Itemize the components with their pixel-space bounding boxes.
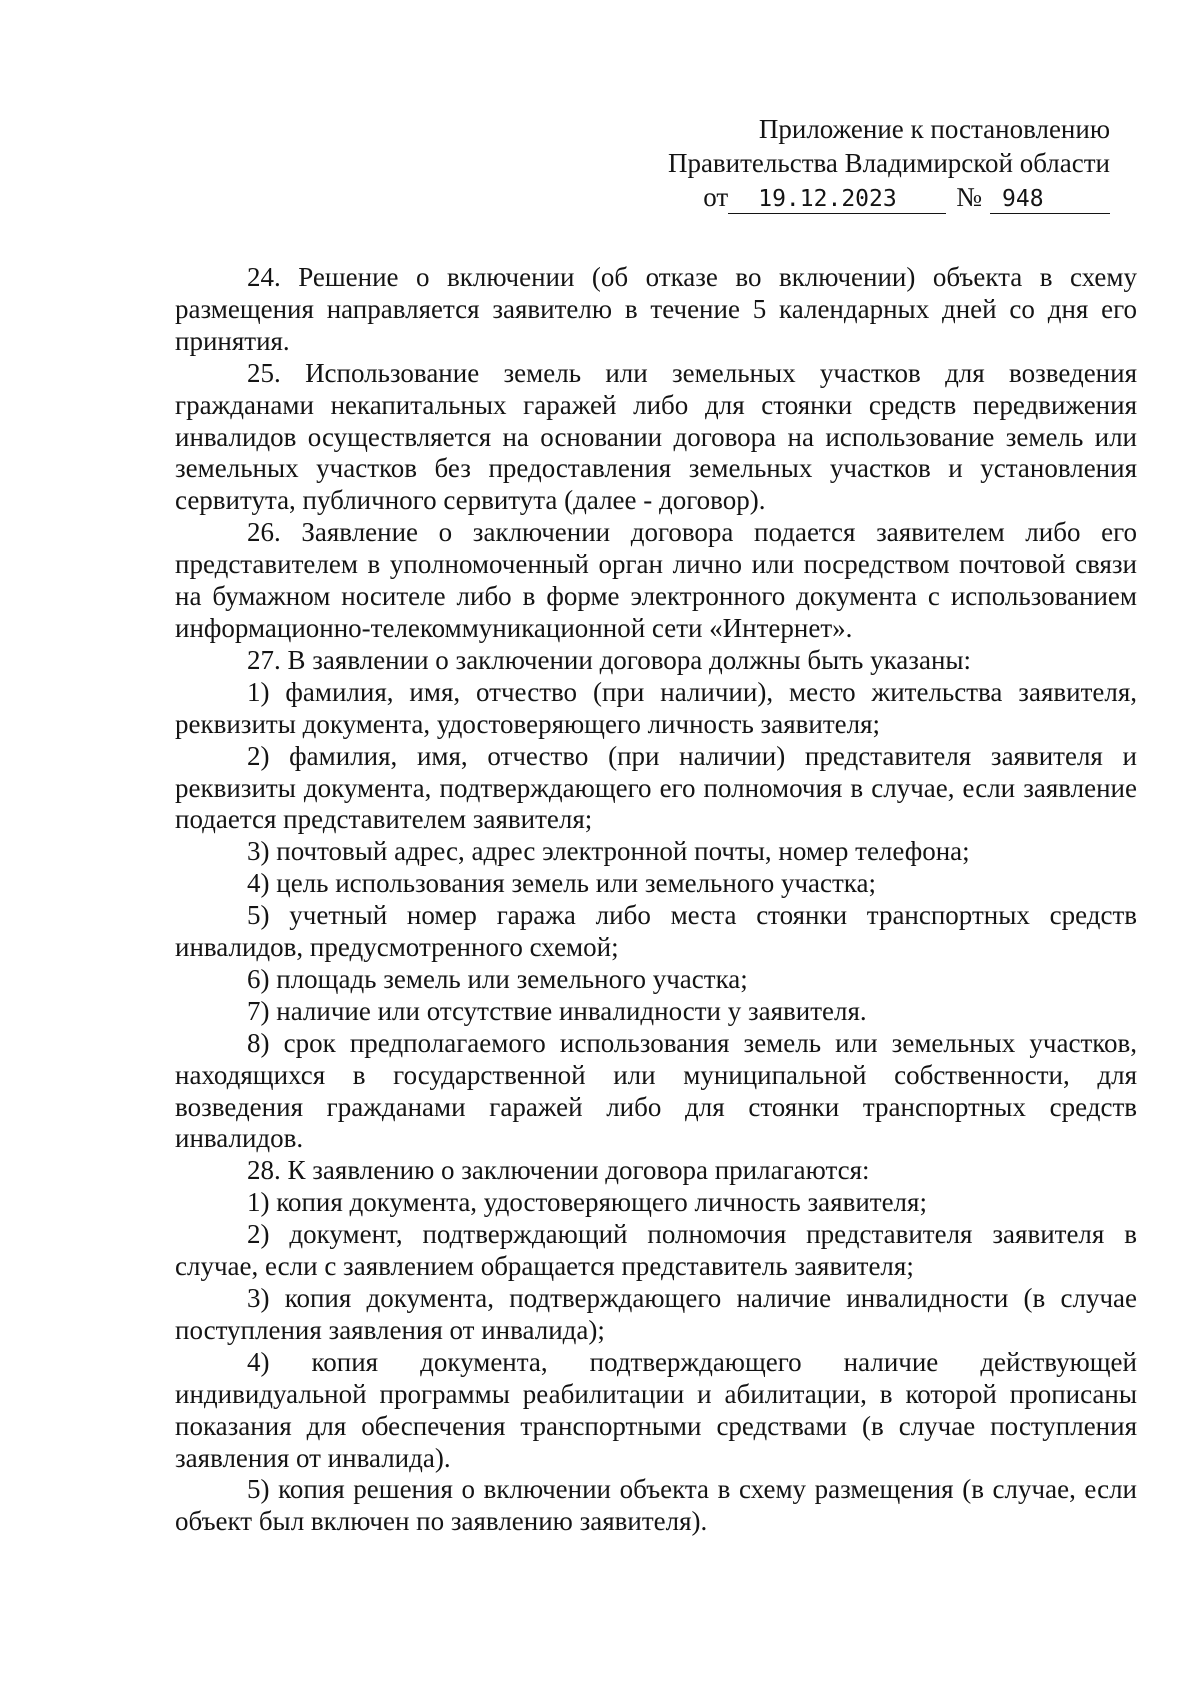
paragraph: 2) документ, подтверждающий полномочия представителя заявителя в случае, если с заявлением обращается представитель заявителя; bbox=[175, 1219, 1137, 1282]
paragraph: 3) почтовый адрес, адрес электронной почты, номер телефона; bbox=[247, 836, 970, 867]
paragraph: 3) копия документа, подтверждающего наличие инвалидности (в случае поступления заявления от инвалида); bbox=[175, 1283, 1137, 1345]
header-line-1: Приложение к постановлению bbox=[758, 114, 1110, 144]
paragraph: 27. В заявлении о заключении договора должны быть указаны: bbox=[247, 644, 972, 675]
paragraph: 4) цель использования земель или земельного участка; bbox=[247, 868, 877, 899]
paragraph: 5) копия решения о включении объекта в схему размещения (в случае, если объект был включен по заявлению заявителя). bbox=[175, 1474, 1137, 1537]
header-date-line bbox=[640, 180, 1110, 214]
paragraph: 26. Заявление о заключении договора подается заявителем либо его представителем в уполномоченный орган лично или посредством почтовой связи на бумажном носителе либо в форме электронного документа с использованием информационно-телекоммуникационной сети «Интернет». bbox=[175, 517, 1137, 643]
decree-number: 948 bbox=[990, 185, 1110, 214]
header-line-2: Правительства Владимирской области bbox=[667, 148, 1110, 178]
paragraph: 8) срок предполагаемого использования земель или земельных участков, находящихся в государственной или муниципальной собственности, для возведения гражданами гаражей либо для стоянки транспортных средств инвалидов. bbox=[175, 1027, 1137, 1154]
decree-date: 19.12.2023 bbox=[728, 185, 946, 214]
paragraph: 28. К заявлению о заключении договора прилагаются: bbox=[247, 1155, 870, 1186]
paragraph: 7) наличие или отсутствие инвалидности у заявителя. bbox=[247, 995, 867, 1026]
number-label: № bbox=[956, 182, 982, 212]
paragraph: 5) учетный номер гаража либо места стоянки транспортных средств инвалидов, предусмотренного схемой; bbox=[175, 900, 1137, 963]
paragraph: 1) фамилия, имя, отчество (при наличии), место жительства заявителя, реквизиты документа, удостоверяющего личность заявителя; bbox=[175, 676, 1137, 739]
from-label: от bbox=[703, 182, 729, 212]
paragraph: 25. Использование земель или земельных участков для возведения гражданами некапитальных гаражей либо для стоянки средств передвижения инвалидов осуществляется на основании договора на использование земель или земельных участков без предоставления земельных участков и установления сервитута, публичного сервитута (далее - договор). bbox=[175, 357, 1137, 516]
paragraph: 4) копия документа, подтверждающего наличие действующей индивидуальной программы реабилитации и абилитации, в которой прописаны показания для обеспечения транспортными средствами (в случае поступления заявления от инвалида). bbox=[175, 1346, 1137, 1473]
paragraph: 2) фамилия, имя, отчество (при наличии) представителя заявителя и реквизиты документа, подтверждающего его полномочия в случае, если заявление подается представителем заявителя; bbox=[175, 740, 1137, 835]
paragraph: 6) площадь земель или земельного участка; bbox=[247, 963, 748, 994]
paragraph: 1) копия документа, удостоверяющего личность заявителя; bbox=[247, 1187, 927, 1218]
paragraph: 24. Решение о включении (об отказе во включении) объекта в схему размещения направляется заявителю в течение 5 календарных дней со дня его принятия. bbox=[175, 262, 1137, 356]
appendix-header bbox=[640, 112, 1110, 214]
document-body bbox=[175, 262, 1137, 1538]
